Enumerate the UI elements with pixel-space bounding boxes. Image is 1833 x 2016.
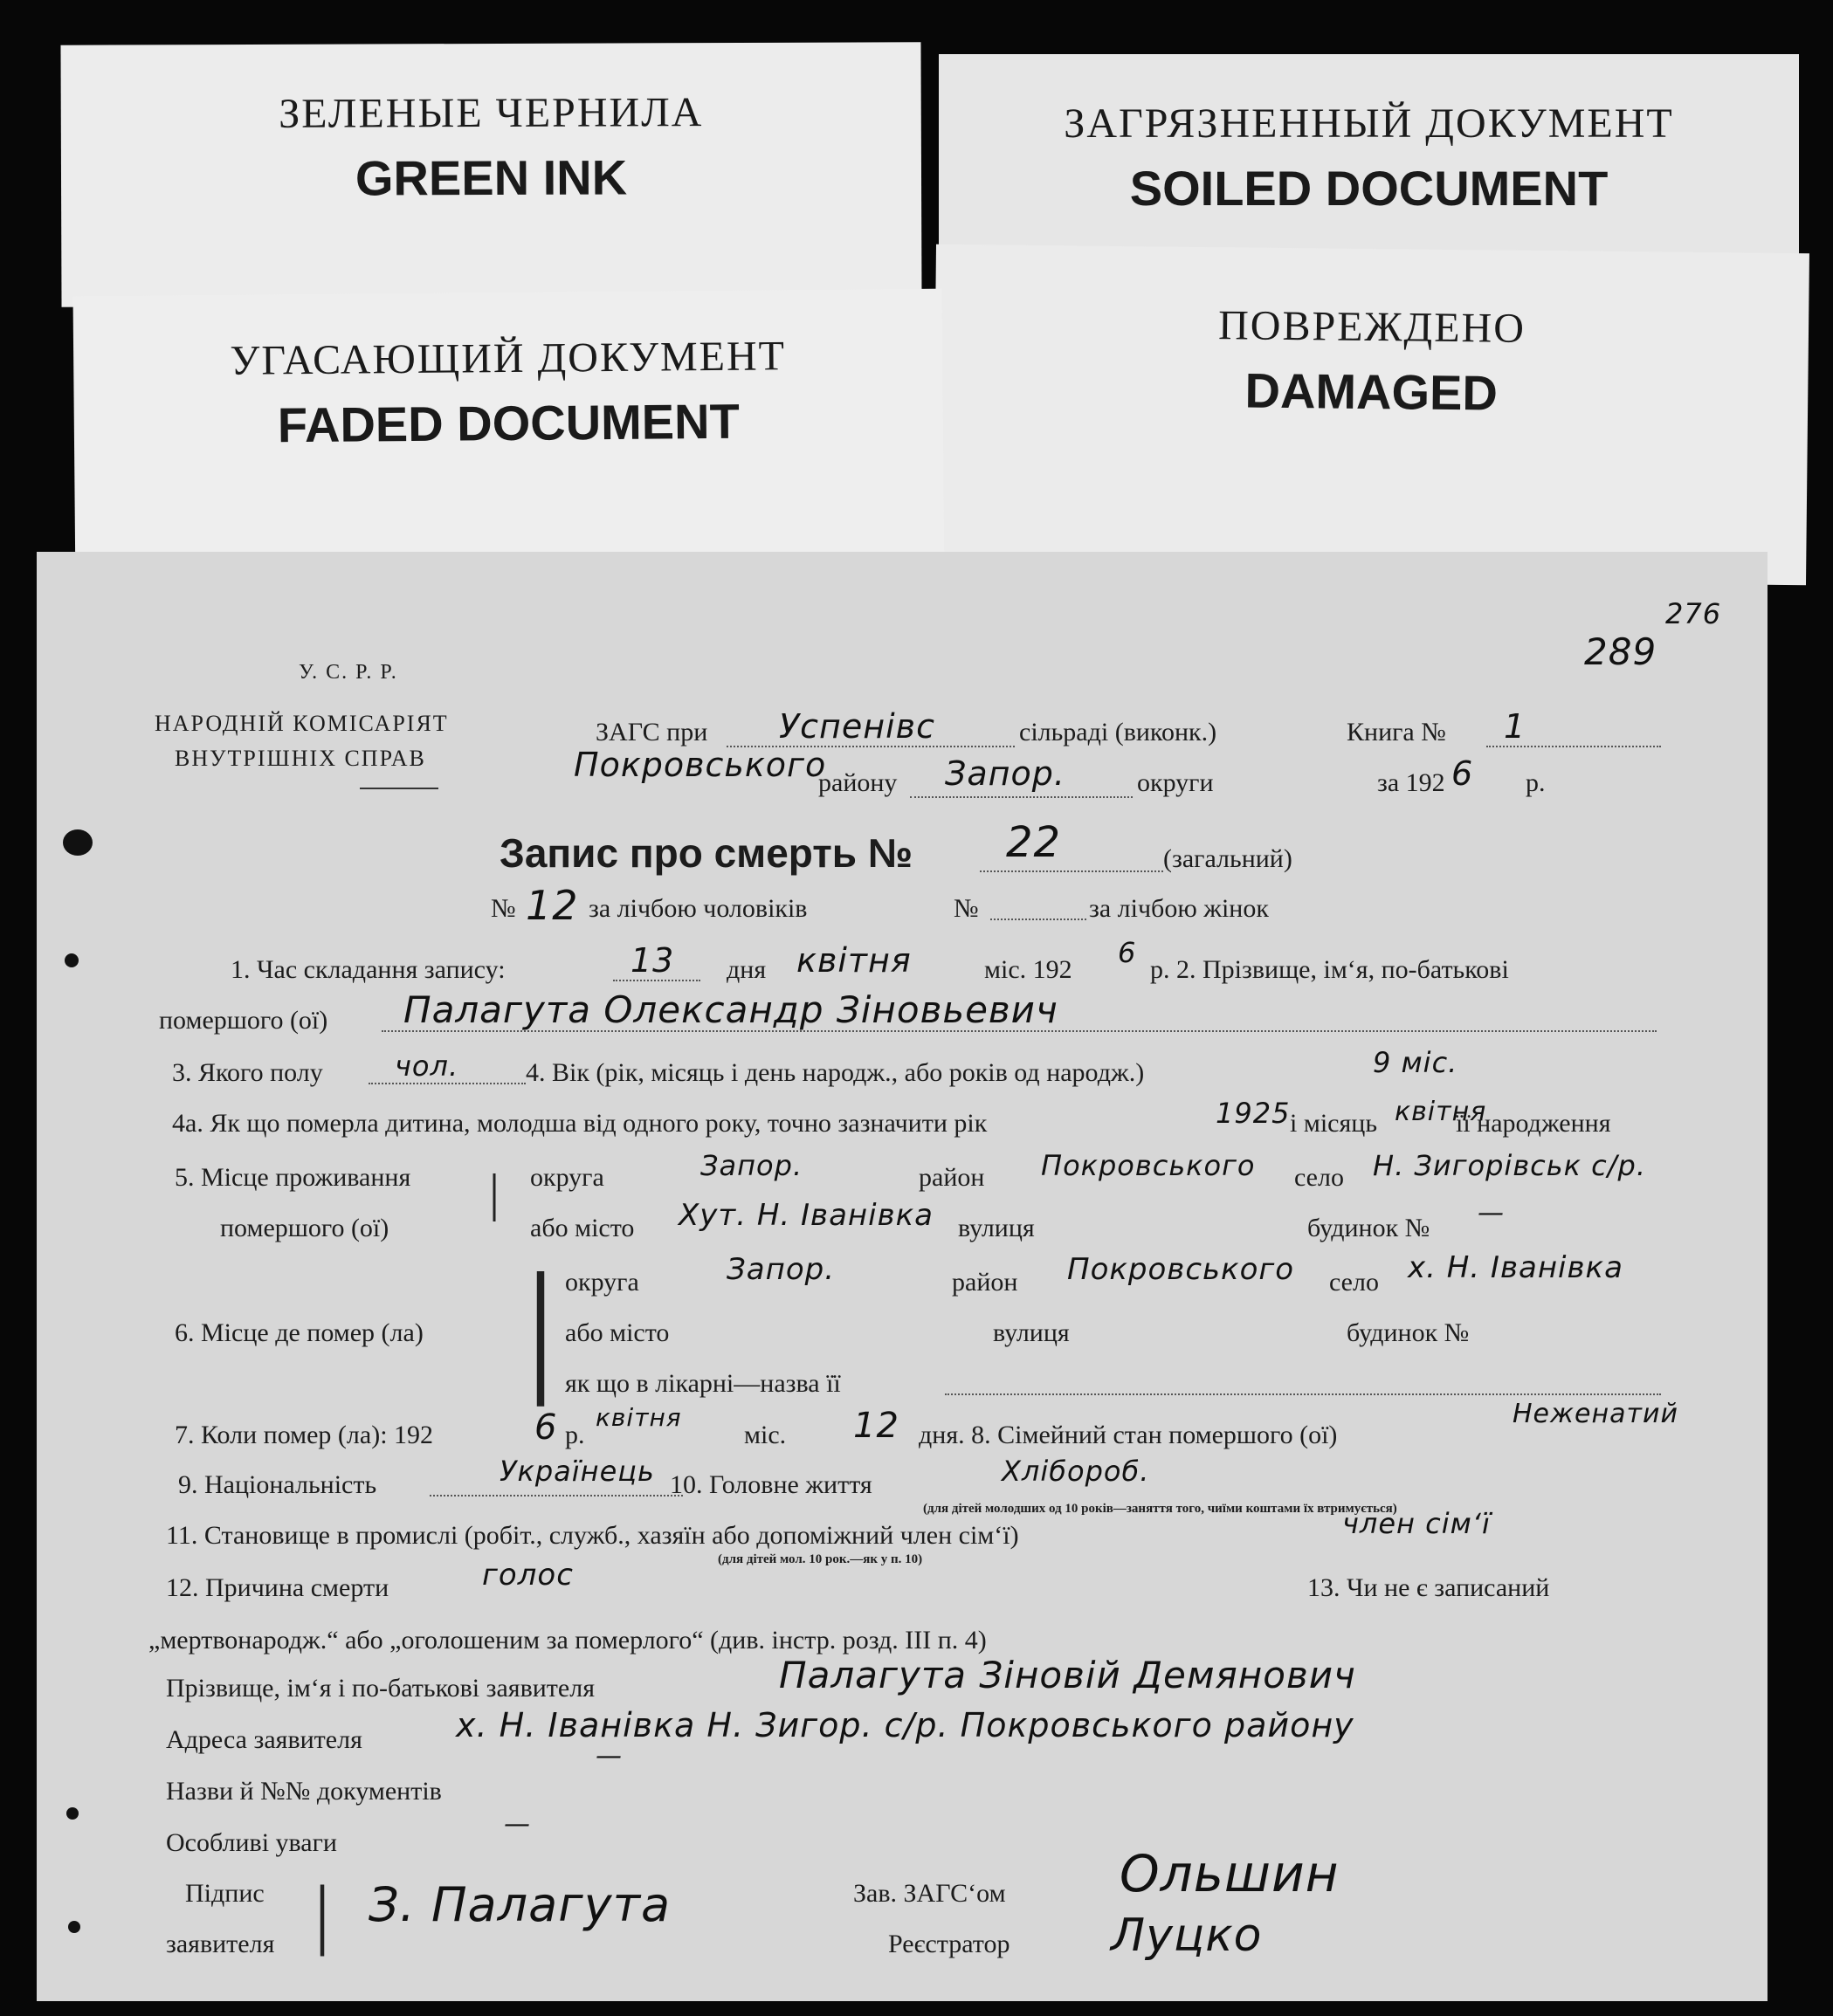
okrug-label: округи [1137, 768, 1214, 797]
res-city-label: або місто [530, 1214, 635, 1242]
res-selo: Н. Зигорівськ с/р. [1373, 1149, 1646, 1182]
item4-label: 4. Вік (рік, місяць і день народж., або років од народж.) [526, 1058, 1145, 1087]
d-house-label: будинок № [1347, 1318, 1470, 1347]
men-count-label: за лічбою чоловіків [589, 894, 808, 923]
item5-label-b: помершого (ої) [220, 1214, 389, 1242]
punch-hole [68, 1921, 80, 1933]
nationality: Українець [500, 1455, 655, 1488]
head-label: Зав. ЗАГС‘ом [853, 1879, 1006, 1908]
item5-label: 5. Місце проживання [175, 1163, 411, 1192]
card-en-text: SOILED DOCUMENT [1129, 161, 1609, 216]
women-count-label: за лічбою жінок [1089, 894, 1269, 923]
birth-year: 1925 [1216, 1097, 1291, 1130]
day-label: дня [727, 955, 767, 984]
d-raion: Покровського [1067, 1252, 1295, 1287]
label-card-damaged [933, 244, 1809, 585]
head-signature: Ольшин [1120, 1844, 1340, 1903]
record-number: 22 [1006, 818, 1062, 867]
res-house: — [1478, 1198, 1505, 1228]
item1-label: 1. Час складання запису: [231, 955, 506, 984]
death-month: квітня [596, 1403, 682, 1432]
item7-label: 7. Коли помер (ла): 192 [175, 1421, 434, 1449]
res-okruga-label: округа [530, 1163, 604, 1192]
card-ru-text: УГАСАЮЩИЙ ДОКУМЕНТ [230, 333, 787, 384]
stillborn-label: „мертвонародж.“ або „оголошеним за померлого“ (див. інстр. розд. III п. 4) [148, 1626, 987, 1655]
registrar-label: Реєстратор [888, 1930, 1010, 1958]
punch-hole [66, 1807, 79, 1820]
age-value: 9 міс. [1373, 1046, 1458, 1079]
signature-label: Підпис [185, 1879, 265, 1908]
res-house-label: будинок № [1307, 1214, 1430, 1242]
res-city: Хут. Н. Іванівка [679, 1198, 934, 1233]
d-selo: х. Н. Іванівка [1408, 1250, 1623, 1285]
applicant-signature: З. Палагута [369, 1877, 672, 1932]
item10-label: 10. Головне життя [670, 1470, 872, 1499]
d-raion-label: район [952, 1268, 1018, 1297]
nationality-line [430, 1495, 683, 1497]
for-year-label: за 192 [1377, 768, 1445, 797]
okrug-name: Запор. [945, 754, 1065, 793]
card-en-text: DAMAGED [1244, 362, 1499, 421]
women-line [990, 919, 1086, 920]
card-en-text: GREEN INK [355, 149, 628, 206]
record-day: 13 [631, 941, 675, 980]
item12-label: 12. Причина смерти [166, 1573, 389, 1602]
year-digit: 6 [1451, 754, 1474, 793]
birth-label-end: її народження [1456, 1109, 1611, 1138]
birth-month-label: і місяць [1290, 1109, 1378, 1138]
signature-label-b: заявителя [166, 1930, 275, 1958]
occupation: Хлібороб. [1002, 1455, 1150, 1488]
record-number-line [980, 870, 1163, 872]
card-ru-text: ЗАГРЯЗНЕННЫЙ ДОКУМЕНТ [1064, 100, 1674, 147]
okrug-line [910, 796, 1133, 798]
punch-hole [65, 953, 79, 967]
remarks-label: Особливі уваги [166, 1828, 337, 1857]
women-number-label: № [954, 894, 979, 923]
cause-of-death: голос [482, 1558, 574, 1593]
item6-label: 6. Місце де помер (ла) [175, 1318, 424, 1347]
zags-label: ЗАГС при [596, 718, 708, 747]
punch-hole [63, 829, 93, 856]
docs-value: — [596, 1741, 623, 1772]
item11-label: 11. Становище в промислі (робіт., служб., хазяїн або допоміжний член сім‘ї) [166, 1521, 1019, 1550]
commissariat-label: НАРОДНІЙ КОМІСАРІЯТ [155, 711, 449, 736]
day-line [613, 980, 700, 981]
general-label: (загальний) [1163, 844, 1292, 873]
year-suffix: р. [1526, 768, 1546, 797]
death-year: 6 [534, 1407, 558, 1448]
position: член сім‘ї [1342, 1507, 1491, 1540]
raion-name: Покровського [574, 746, 827, 784]
family-status: Неженатий [1513, 1399, 1678, 1429]
res-raion-label: район [919, 1163, 985, 1192]
form-title: Запис про смерть № [500, 830, 913, 876]
d-street-label: вулиця [993, 1318, 1070, 1347]
item13-label: 13. Чи не є записаний [1307, 1573, 1550, 1602]
month-label: міс. 192 [984, 955, 1072, 984]
death-r-label: р. [565, 1421, 585, 1449]
brace: | [314, 1870, 331, 1957]
page-number-top: 276 [1665, 597, 1722, 630]
docs-label: Назви й №№ документів [166, 1777, 442, 1806]
res-raion: Покровського [1041, 1149, 1256, 1182]
note10: (для дітей молодших од 10 років—заняття того, чиїми коштами їх втримується) [923, 1502, 1397, 1516]
men-number: 12 [526, 882, 579, 929]
book-label: Книга № [1347, 718, 1446, 747]
book-line [1486, 746, 1661, 747]
brace: | [489, 1164, 500, 1221]
applicant-label: Прізвище, ім‘я і по-батькові заявителя [166, 1674, 596, 1703]
death-day: 12 [853, 1406, 899, 1446]
label-card-faded-document [73, 289, 945, 594]
res-okrug: Запор. [700, 1149, 803, 1182]
d-okruga-label: округа [565, 1268, 639, 1297]
hospital-line [945, 1393, 1661, 1395]
birth-month: квітня [1395, 1097, 1487, 1127]
record-month: квітня [796, 941, 912, 980]
council-name: Успенівс [779, 707, 935, 746]
sex-line [369, 1083, 526, 1084]
address-label: Адреса заявителя [166, 1725, 362, 1754]
village-council-label: сільраді (виконк.) [1019, 718, 1217, 747]
men-number-label: № [491, 894, 516, 923]
ussr-label: У. С. Р. Р. [299, 661, 398, 684]
registrar-signature: Луцко [1111, 1909, 1263, 1962]
item3-label: 3. Якого полу [172, 1058, 323, 1087]
d-selo-label: село [1329, 1268, 1379, 1297]
deceased-label: помершого (ої) [159, 1006, 328, 1035]
item8-label: дня. 8. Сімейний стан помершого (ої) [919, 1421, 1338, 1449]
death-record-form [37, 552, 1768, 2001]
applicant-address: х. Н. Іванівка Н. Зигор. с/р. Покровського району [456, 1706, 1354, 1744]
death-mis-label: міс. [744, 1421, 787, 1449]
d-city-label: або місто [565, 1318, 670, 1347]
card-ru-text: ПОВРЕЖДЕНО [1217, 302, 1526, 352]
remarks-value: — [504, 1809, 531, 1840]
item4a-label: 4а. Як що померла дитина, молодша від одного року, точно зазначити рік [172, 1109, 988, 1138]
item9-label: 9. Національність [178, 1470, 377, 1499]
res-street-label: вулиця [958, 1214, 1035, 1242]
deceased-name: Палагута Олександр Зіновьевич [403, 988, 1058, 1031]
item2-label: р. 2. Прізвище, ім‘я, по-батькові [1150, 955, 1509, 984]
label-card-green-ink [60, 42, 921, 306]
sex-value: чол. [395, 1049, 459, 1083]
d-okrug: Запор. [727, 1252, 836, 1287]
hospital-label: як що в лікарні—назва її [565, 1369, 841, 1398]
card-en-text: FADED DOCUMENT [277, 393, 741, 453]
book-number: 1 [1504, 707, 1526, 746]
page-number: 289 [1584, 630, 1657, 673]
res-selo-label: село [1294, 1163, 1344, 1192]
brace: | [526, 1242, 556, 1407]
record-year: 6 [1118, 936, 1137, 969]
internal-affairs-label: ВНУТРІШНІХ СПРАВ [175, 746, 426, 771]
applicant-name: Палагута Зіновій Демянович [779, 1654, 1356, 1696]
raion-label: району [818, 768, 898, 797]
underline [360, 788, 438, 789]
note11: (для дітей мол. 10 рок.—як у п. 10) [718, 1552, 923, 1566]
card-ru-text: ЗЕЛЕНЫЕ ЧЕРНИЛА [279, 89, 704, 137]
